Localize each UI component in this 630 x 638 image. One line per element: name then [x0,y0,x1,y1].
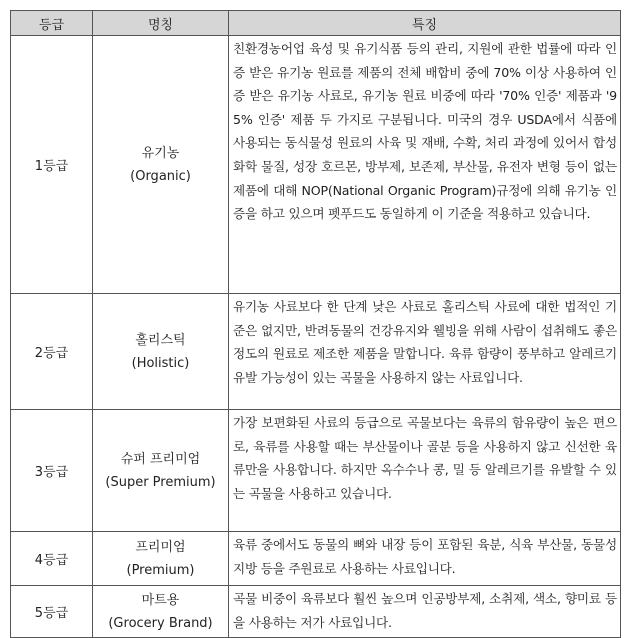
name-korean: 슈퍼 프리미엄 [120,451,201,467]
table-row [11,36,621,294]
description-cell: 유기농 사료보다 한 단계 낮은 사료로 홀리스틱 사료에 대한 법적인 기준은 없지만, 반려동물의 건강유지와 웰빙을 위해 사람이 섭취해도 좋은 정도의 원료로 제조한 제품을 말합니다. 육류 함량이 풍부하고 알레르기 유발 가능성이 있는 곡물을 사용하지 않는 사료입니다. [229,294,621,410]
description-cell: 곡물 비중이 육류보다 훨씬 높으며 인공방부제, 소취제, 색소, 향미료 등을 사용하는 저가 사료입니다. [229,586,621,638]
grade-cell: 3등급 [11,410,93,532]
name-korean: 프리미엄 [135,539,186,555]
name-english: (Organic) [130,168,191,184]
pet-food-grade-table [10,10,621,638]
name-cell [93,36,229,294]
header-features: 특징 [229,11,621,36]
name-korean: 마트용 [141,592,180,608]
name-cell [93,586,229,638]
table-body [11,36,621,638]
table-row [11,586,621,638]
header-row [11,11,621,36]
name-cell [93,294,229,410]
header-grade: 등급 [11,11,93,36]
table-row [11,294,621,410]
name-korean: 홀리스틱 [135,332,186,348]
description-cell: 친환경농어업 육성 및 유기식품 등의 관리, 지원에 관한 법률에 따라 인증 받은 유기농 원료를 제품의 전체 배합비 중에 70% 이상 사용하여 인증 받은 유기농 사료로, 유기농 원료 비중에 따라 '70% 인증' 제품과 '95% 인증' 제품 두 가지로 구분됩니다. 미국의 경우 USDA에서 식품에 사용되는 동식물성 원료의 사육 및 재배, 수확, 처리 과정에 있어서 합성 화학 물질, 성장 호르몬, 방부제, 보존제, 부산물, 유전자 변형 등이 없는 제품에 대해 NOP(National Organic Program)규정에 의해 유기농 인증을 하고 있으며 펫푸드도 동일하게 이 기준을 적용하고 있습니다. [229,36,621,294]
header-name: 명칭 [93,11,229,36]
name-english: (Super Premium) [105,474,216,490]
name-english: (Premium) [126,562,195,578]
name-cell [93,410,229,532]
grade-cell: 1등급 [11,36,93,294]
name-korean: 유기농 [141,145,180,161]
name-english: (Holistic) [131,355,190,371]
name-cell [93,532,229,586]
table-header [11,11,621,36]
description-cell: 육류 중에서도 동물의 뼈와 내장 등이 포함된 육분, 식육 부산물, 동물성 지방 등을 주원료로 사용하는 사료입니다. [229,532,621,586]
table-row [11,532,621,586]
grade-cell: 5등급 [11,586,93,638]
table-row [11,410,621,532]
grade-cell: 4등급 [11,532,93,586]
grade-cell: 2등급 [11,294,93,410]
name-english: (Grocery Brand) [108,615,213,631]
description-cell: 가장 보편화된 사료의 등급으로 곡물보다는 육류의 함유량이 높은 편으로, 육류를 사용할 때는 부산물이나 골분 등을 사용하지 않고 신선한 육류만을 사용합니다. 하지만 옥수수나 콩, 밀 등 알레르기를 유발할 수 있는 곡물을 사용하고 있습니다. [229,410,621,532]
